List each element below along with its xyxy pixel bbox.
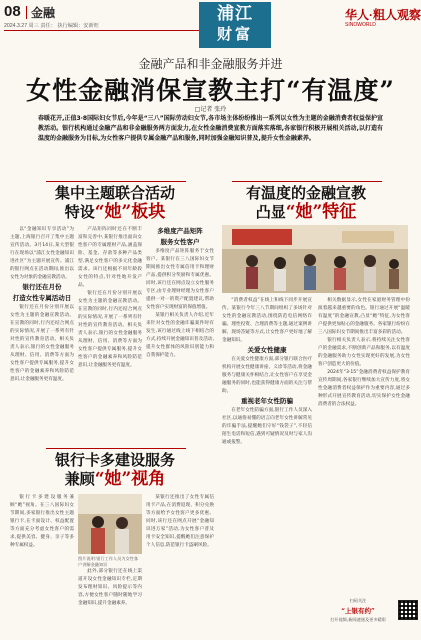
paragraph: 在关爱女性健康方面,部分银行联合医疗机构开展女性健康讲座、义诊等活动,将金融服务与健康关怀相结合,让女性客户在享受金融服务的同时,也能获得健康方面的关注与帮助。 <box>222 357 312 394</box>
subhead-rule <box>46 181 186 182</box>
article-lead: 春暖花开,正值3·8国际妇女节后,今年是“三八”国际劳动妇女节,各市场主体纷纷推出一系列以女性为主题的金融消费者权益保护宣教活动。银行机构通过金融产品和非金融服务两方面发力,在女性金融消费宣教方面落实落细,各家银行积极开展相关活动,以打造有温度的金融服务为目标,为女性客户提供专属金融产品和服务,同时加强金融知识普及,提升女性金融素养。 <box>38 115 383 142</box>
subhead-emphasis: “她”板块 <box>94 202 166 222</box>
mini-heading: 银行还在月份 <box>22 283 62 291</box>
promo-top-text: 扫码关注 <box>349 598 367 603</box>
paragraph: 多维度产品矩阵服务于女性客户。某银行在三八国际妇女节期间推出女性专属信用卡和理财产品,提供积分奖励和专属优惠。同时,该行还在网点设立女性服务专区,由专业理财经理为女性客户提供一对一的资产配置建议,帮助女性客户实现财富的保值增值。 <box>146 249 214 310</box>
subhead-line-2: 凸显 <box>255 203 286 221</box>
article-kicker: 金融产品和非金融服务并进 <box>138 57 283 71</box>
subhead-rule <box>46 448 186 449</box>
bank-photo-image <box>78 494 142 554</box>
paragraph: 在老年女性防骗方面,银行工作人员深入社区,以通俗易懂的语言向老年女性讲解常见的诈骗手法,提醒她们守好“钱袋子”,不轻信陌生电话和短信,遇到可疑情况及时与家人沟通或报警。 <box>222 408 312 445</box>
section-name: 金融 <box>31 6 56 20</box>
subhead-line-1: 有温度的金融宣教 <box>245 184 366 202</box>
bank-photo <box>78 494 142 554</box>
subhead-line-2: 特设 <box>64 203 95 221</box>
paragraph: 某银行还推出了女性专属信用卡产品,在消费返现、积分兑换等方面给予女性客户更多优惠。同时,该行还在网点开展“金融知识进万家”活动,为女性客户普及用卡安全知识,提醒她们注意保护个人信息,防范银行卡盗刷风险。 <box>146 495 214 548</box>
paragraph: 银行还在月份分别开展以女性为主题的金融宣教活动。在宣教的同时,行内还结合网点的实际情况,开展了一系列有针对性的宣传教育活动。相关负责人表示,银行的女性金融服务从理财、信用、消费等方面为女性客户提供专属服务,提升女性客户的金融素养和风险防范意识,让金融服务更有温度。 <box>10 305 74 382</box>
column-logo <box>199 2 271 48</box>
brand-name: 华人·粗人观察 <box>345 8 421 22</box>
text-column <box>318 297 410 593</box>
subhead-emphasis: “她”特征 <box>285 202 357 222</box>
text-column <box>146 226 214 441</box>
mini-heading: 服务女性客户 <box>160 238 200 246</box>
promo-subtitle: 打开视频,新闻速递及更多精彩 <box>330 617 386 622</box>
logo-main-text: 浦江 <box>217 4 253 24</box>
paragraph: 以“金融知识专享活动”为主题,上海银行召开了集中主题宣传活动。3月14日,某大型银行在现场以“浦江女性金融知识进社区”为主题开展宣传。浦江的银行网点在活动期间,推出以女性为对象的金融宣教活动。 <box>10 227 74 280</box>
event-photo <box>222 225 408 293</box>
subhead-line-2: 兼顾 <box>64 470 95 488</box>
mini-heading: 多维度产品矩阵 <box>157 227 203 235</box>
subhead-left-top <box>40 184 190 222</box>
mini-heading: 打造女性专属活动日 <box>12 294 72 302</box>
header-rule <box>4 30 199 31</box>
text-column <box>222 297 312 587</box>
paragraph: 银行相关负责人表示,将持续关注女性客户的金融需求,不断创新产品和服务,以有温度的金融服务助力女性实现更好的发展,为女性客户创造更大的价值。 <box>318 338 410 367</box>
subhead-emphasis: “她”视角 <box>94 469 166 489</box>
paragraph: “消费者权益”在线上和线下同步开展宣传。某银行今年三八节期间组织了多场针对女性的金融宣教活动,围绕防范电信网络诈骗、理性投资、合理消费等主题,通过案例讲解、现场答疑等方式,让女性客户更好地了解金融知识。 <box>222 298 312 343</box>
mini-heading: 关爱女性健康 <box>247 346 287 354</box>
paragraph: 产品矩阵同时还在不断丰富和完善中,某银行推出面向女性客户的专属理财产品,涵盖保险、基金、存款等多种产品类型,满足女性客户的多元化金融需求。该行还根据不同年龄段女性的特点,针对性地开发产品。 <box>78 227 142 288</box>
page-number: 08 <box>4 3 21 20</box>
text-column <box>10 226 74 441</box>
paragraph: 某银行相关负责人介绍,近年来针对女性的金融诈骗案件时有发生,该行通过线上线下相结合的方式,持续开展金融知识普及活动,提升女性群体的风险识别能力和自我保护能力。 <box>146 313 214 358</box>
brand-subtitle: SINOWORLD <box>345 22 376 28</box>
promo-title: “上银有约” <box>341 607 375 615</box>
text-column <box>78 568 142 634</box>
issue-meta: 2024.3.27 周三 责任： 执行编辑：安新旺 <box>4 23 99 29</box>
logo-sub-text: 财富 <box>216 25 253 43</box>
subhead-right-top <box>226 184 386 222</box>
event-photo-image <box>222 225 408 293</box>
text-column <box>78 226 142 441</box>
mini-heading: 重视老年女性防骗 <box>241 397 293 405</box>
paragraph: 此外,部分银行还在线上渠道开设女性金融知识专栏,定期发布理财知识、风险提示等内容,方便女性客户随时随地学习金融知识,提升金融素养。 <box>78 569 142 606</box>
text-column <box>10 494 74 634</box>
paragraph: 相关数据显示,女性在家庭财务管理中扮演着越来越重要的角色。银行通过开展“温暖有温度”的金融宣教,凸显“她”特征,为女性客户提供更加贴心的金融服务。各家银行纷纷在三八国际妇女节期间推出丰富多彩的活动。 <box>318 298 410 335</box>
header-divider <box>26 6 27 19</box>
subhead-line-1: 银行卡多建设服务 <box>54 451 175 469</box>
paragraph: 银行还在月份分别开展以女性为主题的金融宣教活动。在宣教的同时,行内还结合网点的实际情况,开展了一系列有针对性的宣传教育活动。相关负责人表示,银行的女性金融服务从理财、信用、消费等方面为女性客户提供专属服务,提升女性客户的金融素养和风险防范意识,让金融服务更有温度。 <box>78 291 142 368</box>
article-headline: 女性金融消保宣教主打“有温度” <box>26 76 395 105</box>
text-column <box>146 494 214 634</box>
article-byline: □记者 张玲 <box>194 106 227 113</box>
qr-code-icon[interactable] <box>398 600 418 620</box>
paragraph: 2024年“3·15”金融消费者权益保护教育宣传周期间,各家银行继续加大宣传力度,将女性金融消费者权益保护作为重要内容,通过多种形式开展宣传教育活动,切实保护女性金融消费者的合法权益。 <box>318 370 410 407</box>
subhead-rule <box>232 181 382 182</box>
subhead-line-1: 集中主题联合活动 <box>54 184 175 202</box>
promo-box <box>318 598 398 636</box>
subhead-left-bottom <box>40 451 190 489</box>
photo-caption: 图片说明:银行工作人员为女性客户讲解金融知识 <box>78 556 139 567</box>
paragraph: 银行卡多建设服务兼顾“她”视角。在三八国际妇女节期间,多家银行推出女性主题银行卡,在卡面设计、权益配置等方面充分考虑女性客户的需求,提供美容、健身、亲子等多种专属权益。 <box>10 495 74 548</box>
